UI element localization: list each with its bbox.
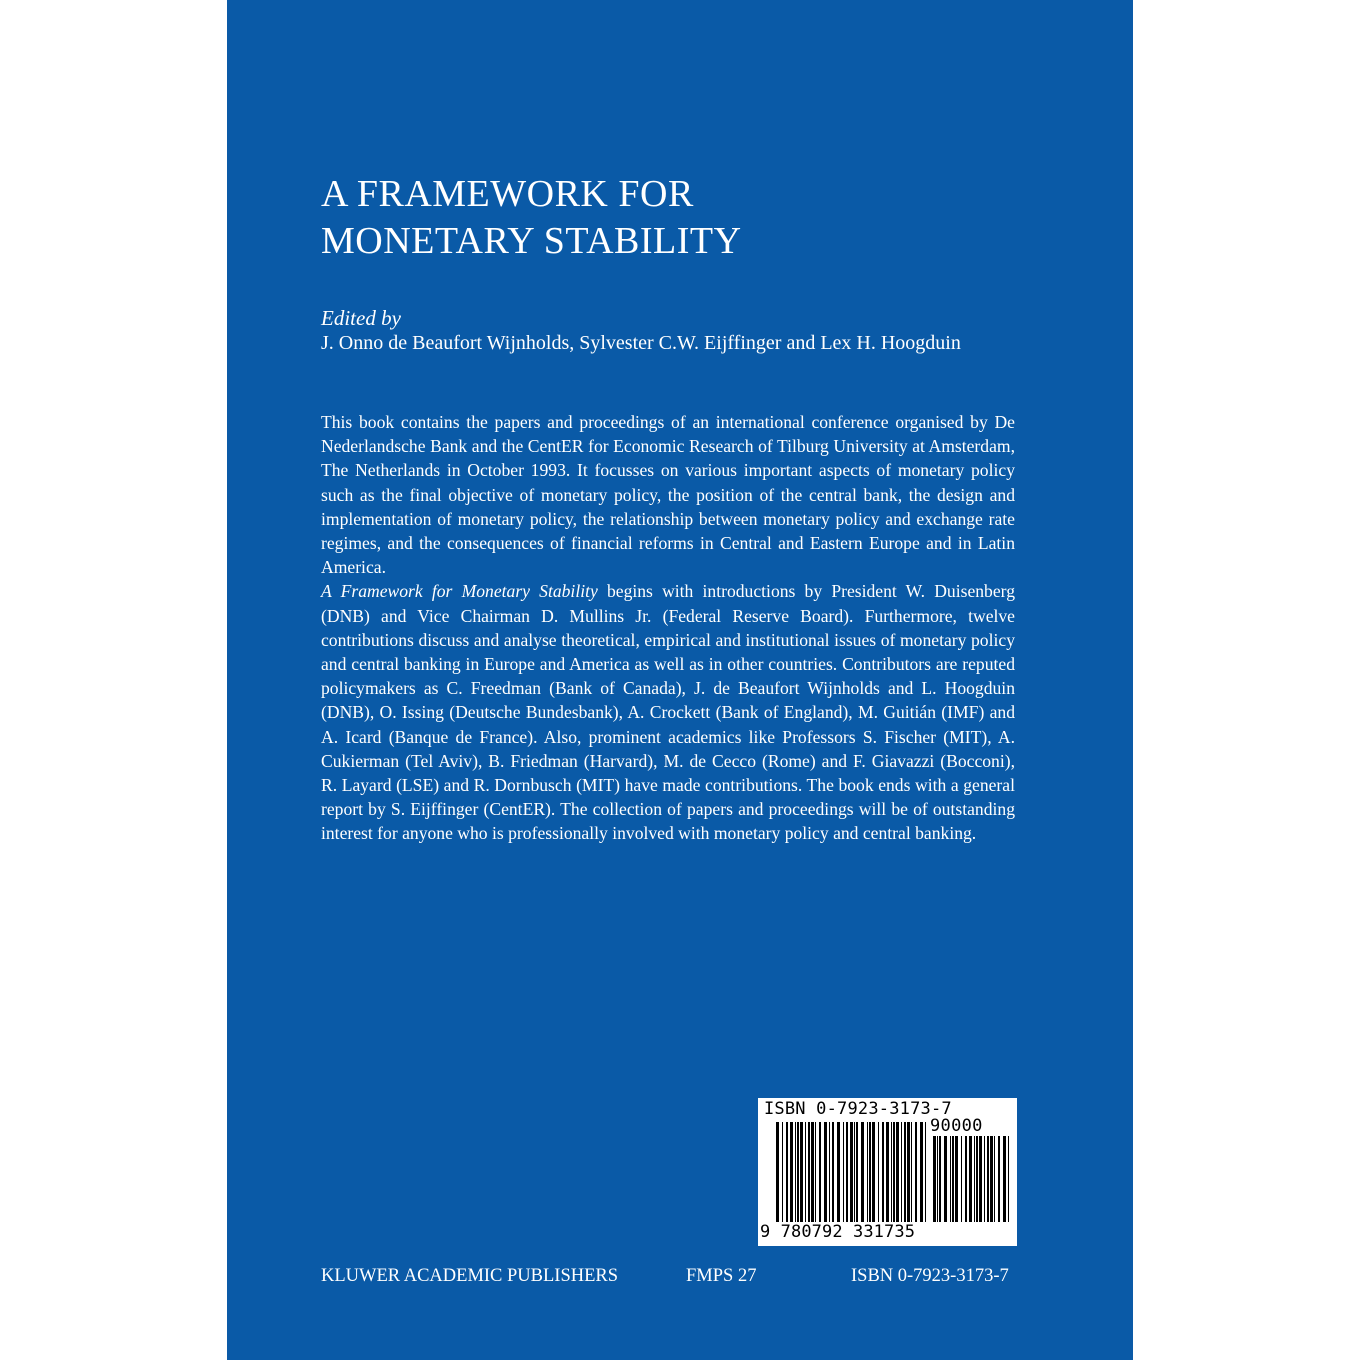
edited-by-label: Edited by [321,306,401,330]
title-line-1: A FRAMEWORK FOR [321,173,694,215]
title-line-2: MONETARY STABILITY [321,220,742,262]
description-paragraph-1: This book contains the papers and proceedings of an international conference organised by De Nederlandsche Bank and the CentER for Economic Research of Tilburg University at Amsterdam, The Netherlands in October 1993. It focusses on various important aspects of monetary policy such as the final objective of monetary policy, the position of the central bank, the design and implementation of monetary policy, the relationship between monetary policy and exchange rate regimes, and the consequences of financial reforms in Central and Eastern Europe and in Latin America. [321,412,1015,578]
book-description [321,410,1015,846]
barcode [758,1098,1017,1246]
footer-isbn: ISBN 0-7923-3173-7 [851,1266,1009,1286]
series-code: FMPS 27 [686,1266,757,1286]
book-title-italic: A Framework for Monetary Stability [321,581,598,602]
publisher-name: KLUWER ACADEMIC PUBLISHERS [321,1266,619,1286]
description-paragraph-2 [321,579,1015,845]
barcode-ean-number: 9 780792 331735 [760,1222,916,1242]
editors-names: J. Onno de Beaufort Wijnholds, Sylvester C.W. Eijffinger and Lex H. Hoogduin [321,332,961,354]
description-paragraph-2-text: begins with introductions by President W. Duisenberg (DNB) and Vice Chairman D. Mullins Jr. (Federal Reserve Board). Furthermore, twelve contributions discuss and analyse theoretical, empirical and institutional issues of monetary policy and central banking in Europe and America as well as in other countries. Contributors are reputed policymakers as C. Freedman (Bank of Canada), J. de Beaufort Wijnholds and L. Hoogduin (DNB), O. Issing (Deutsche Bundesbank), A. Crockett (Bank of England), M. Guitián (IMF) and A. Icard (Banque de France). Also, prominent academics like Professors S. Fischer (MIT), A. Cukierman (Tel Aviv), B. Friedman (Harvard), M. de Cecco (Rome) and F. Giavazzi (Bocconi), R. Layard (LSE) and R. Dornbusch (MIT) have made contributions. The book ends with a general report by S. Eijffinger (CentER). The collection of papers and proceedings will be of outstanding interest for anyone who is professionally involved with monetary policy and central banking. [321,581,1016,844]
barcode-addon-number: 90000 [930,1116,983,1136]
barcode-isbn-text: ISBN 0-7923-3173-7 [764,1099,952,1119]
